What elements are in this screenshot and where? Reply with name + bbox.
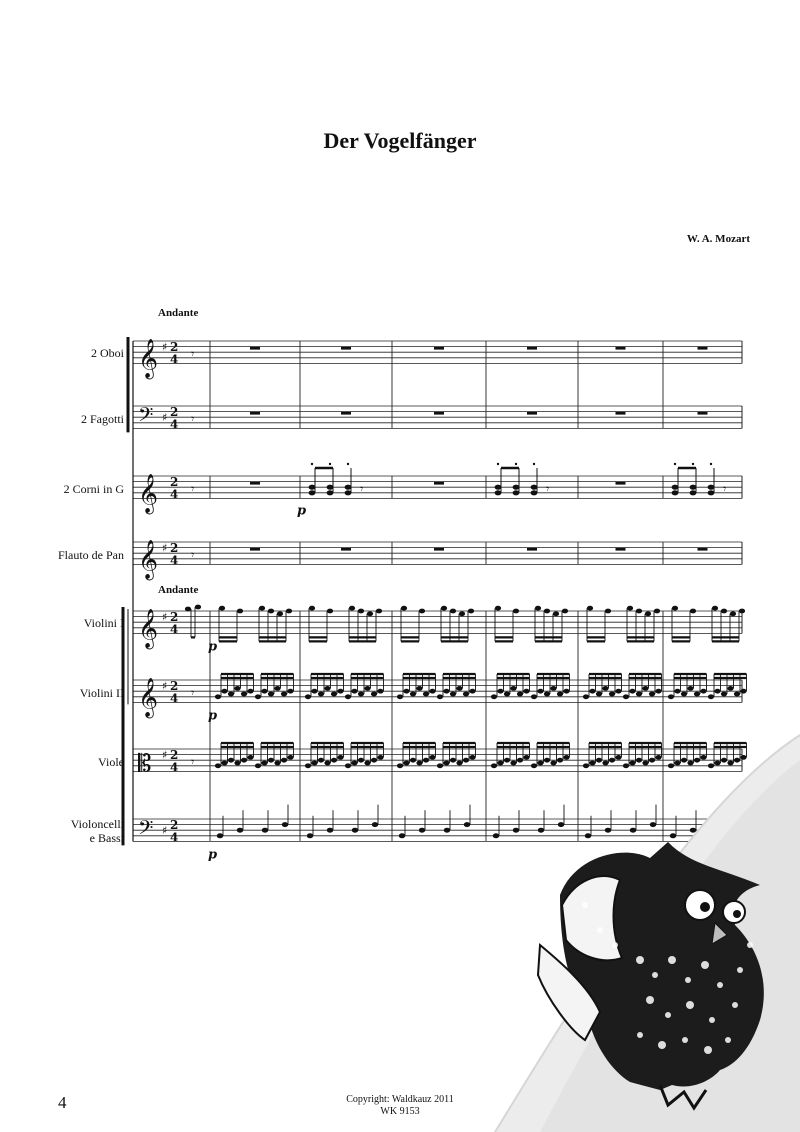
time-sig-bottom: 4	[170, 622, 179, 637]
key-sharp: ♯	[162, 340, 168, 354]
time-sig-bottom: 4	[170, 352, 179, 367]
instrument-label-fagotti: 2 Fagotti	[80, 412, 124, 426]
key-sharp: ♯	[162, 748, 168, 762]
instrument-label-flauto: Flauto de Pan	[58, 548, 124, 562]
key-sharp: ♯	[162, 679, 168, 693]
tempo-mark-strings: Andante	[158, 584, 199, 596]
instrument-label-bassi-line2: e Bassi	[89, 831, 124, 845]
time-sig-bottom: 4	[170, 830, 179, 845]
eighth-rest: 𝄾	[546, 481, 550, 496]
clef-symbol: 𝄞	[138, 677, 159, 718]
page-title: Der Vogelfänger	[323, 128, 477, 153]
key-sharp: ♯	[162, 411, 168, 425]
key-sharp: ♯	[162, 824, 168, 838]
dynamic-marking: p	[208, 708, 218, 724]
clef-symbol: 𝄡	[138, 749, 152, 778]
eighth-rest: 𝄾	[360, 481, 364, 496]
eighth-rest: 𝄾	[191, 547, 195, 562]
time-sig-bottom: 4	[170, 487, 179, 502]
dynamic-marking: p	[297, 503, 307, 519]
tempo-mark-winds: Andante	[158, 307, 199, 319]
time-sig-top: 2	[170, 405, 179, 420]
clef-symbol: 𝄢	[138, 815, 154, 844]
eighth-rest: 𝄾	[191, 685, 195, 700]
clef-symbol: 𝄞	[138, 608, 159, 649]
time-sig-bottom: 4	[170, 691, 179, 706]
dynamic-marking: p	[208, 639, 218, 655]
instrument-label-violini-2: Violini II	[79, 686, 124, 700]
copyright-text: Copyright: Waldkauz 2011	[346, 1094, 454, 1105]
time-sig-top: 2	[170, 610, 179, 625]
time-sig-top: 2	[170, 818, 179, 833]
time-sig-top: 2	[170, 541, 179, 556]
footer-copyright	[0, 1094, 800, 1118]
eighth-rest: 𝄾	[723, 481, 727, 496]
instrument-label-oboi: 2 Oboi	[91, 346, 124, 360]
time-sig-top: 2	[170, 748, 179, 763]
clef-symbol: 𝄞	[138, 338, 159, 379]
time-sig-top: 2	[170, 475, 179, 490]
time-sig-bottom: 4	[170, 760, 179, 775]
composer-name: W. A. Mozart	[686, 233, 750, 245]
instrument-label-viole: Viole	[98, 755, 124, 769]
catalog-number: WK 9153	[380, 1106, 420, 1117]
instrument-label-violini-1: Violini I	[83, 616, 124, 630]
time-sig-bottom: 4	[170, 417, 179, 432]
key-sharp: ♯	[162, 541, 168, 555]
eighth-rest: 𝄾	[191, 346, 195, 361]
page-number: 4	[58, 1093, 67, 1112]
clef-symbol: 𝄢	[138, 402, 154, 431]
clef-symbol: 𝄞	[138, 473, 159, 514]
eighth-rest: 𝄾	[191, 481, 195, 496]
instrument-label-bassi-line1: Violoncelli	[70, 817, 124, 831]
time-sig-top: 2	[170, 340, 179, 355]
time-sig-top: 2	[170, 679, 179, 694]
key-sharp: ♯	[162, 610, 168, 624]
eighth-rest: 𝄾	[191, 754, 195, 769]
instrument-label-corni: 2 Corni in G	[63, 482, 124, 496]
clef-symbol: 𝄞	[138, 539, 159, 580]
eighth-rest: 𝄾	[191, 411, 195, 426]
time-sig-bottom: 4	[170, 553, 179, 568]
dynamic-marking: p	[208, 847, 218, 863]
